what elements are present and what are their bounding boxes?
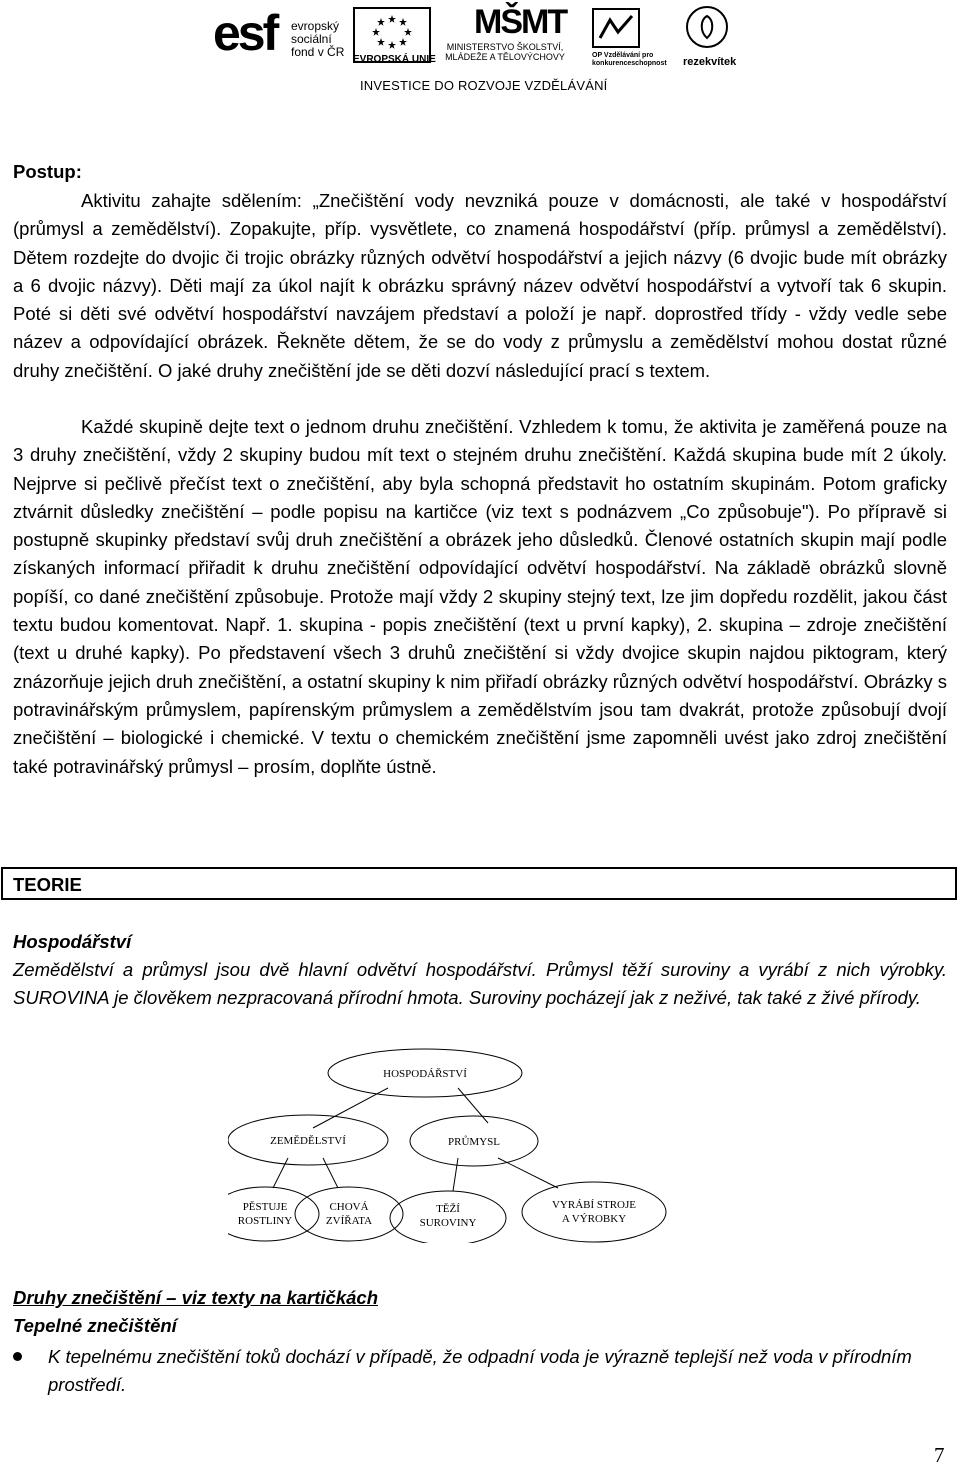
diagram-node-leaf1 (228, 1187, 319, 1241)
bullet-icon (13, 1352, 22, 1361)
teorie-section-box (1, 867, 957, 900)
hospodarstvi-heading: Hospodářství (13, 931, 132, 952)
op-logo-text: OP Vzdělávání pro konkurenceschopnost (592, 52, 667, 67)
diagram-leaf4-line2: A VÝROBKY (561, 1213, 627, 1225)
tepelne-znecisteni-heading: Tepelné znečištění (13, 1315, 177, 1336)
connector-right-leaf3 (453, 1158, 458, 1191)
esf-logo: esf (213, 5, 277, 61)
hospodarstvi-paragraph: Zemědělství a průmysl jsou dvě hlavní odvětví hospodářství. Průmysl těží suroviny a vyrábí z nich výrobky. SUROVINA je člověkem nezpracovaná přírodní hmota. Suroviny pocházejí jak z neživé, tak také z živé přírody. (13, 959, 947, 1009)
postup-paragraph-2: Každé skupině dejte text o jednom druhu znečištění. Vzhledem k tomu, že aktivita je zaměřená pouze na 3 druhy znečištění, vždy 2 skupiny budou mít text o stejném druhu znečištění. Každá skupina bude mít 2 úkoly. Nejprve si pečlivě přečíst text o znečištění, aby byla schopná představit ho ostatním skupinám. Potom graficky ztvárnit důsledky znečištění – podle popisu na kartičce (viz text s podnázvem „Co způsobuje"). Po přípravě si postupně skupinky představí svůj druh znečištění a obrázek jeho důsledků. Členové ostatních skupin mají podle získaných informací přiřadit k druhu znečištění odpovídající odvětví hospodářství. Na základě obrázků slovně popíší, co dané znečištění způsobuje. Protože mají vždy 2 skupiny stejný text, lze jim dopředu rozdělit, jakou část textu budou komentovat. Např. 1. skupina - popis znečištění (text u první kapky), 2. skupina – zdroje znečištění (text u druhé kapky). Po představení všech 3 druhů znečištění si vždy dvojice skupin najdou piktogram, který znázorňuje jejich druh znečištění, a ostatní skupiny k nim přiřadí obrázky různých odvětví hospodářství. Obrázky s potravinářským průmyslem, papírenským průmyslem a zemědělstvím jsou tam dvakrát, protože způsobují dvojí znečištění – biologické i chemické. V textu o chemickém znečištění jsme zapomněli uvést jako zdroj znečištění také potravinářský průmysl – prosím, doplňte ústně. (13, 416, 947, 777)
eu-logo-text: EVROPSKÁ UNIE (353, 54, 436, 65)
diagram-leaf3-line1: TĚŽÍ (436, 1203, 460, 1215)
esf-logo-text: evropský sociální fond v ČR (291, 19, 345, 59)
msmt-logo: MŠMT (474, 3, 567, 41)
diagram-leaf2-line2: ZVÍŘATA (325, 1215, 373, 1227)
diagram-leaf4-line1: VYRÁBÍ STROJE (551, 1199, 637, 1211)
teorie-heading: TEORIE (13, 874, 82, 895)
rezekvitek-logo-text: rezekvítek (683, 56, 737, 68)
msmt-logo-text: MINISTERSTVO ŠKOLSTVÍ, MLÁDEŽE A TĚLOVÝCHOVY (445, 42, 565, 62)
diagram-left-label: ZEMĚDĚLSTVÍ (270, 1135, 346, 1147)
diagram-leaf3-line2: SUROVINY (419, 1217, 477, 1229)
tepelne-znecisteni-bullet: K tepelnému znečištění toků dochází v případě, že odpadní voda je výrazně teplejší než voda v přírodním prostředí. (48, 1346, 912, 1396)
connector-root-right (458, 1088, 488, 1123)
postup-paragraph-1: Aktivitu zahajte sdělením: „Znečištění vody nevzniká pouze v domácnosti, ale také v hospodářství (průmysl a zemědělství). Zopakujte, příp. vysvětlete, co znamená hospodářství (příp. průmysl a zemědělství). Dětem rozdejte do dvojic či trojic obrázky různých odvětví hospodářství a jejich názvy (6 dvojic bude mít obrázky a 6 dvojic názvy). Děti mají za úkol najít k obrázku správný název odvětví hospodářství a vytvoří tak 6 skupin. Poté si děti své odvětví hospodářství navzájem představí a položí je např. doprostřed třídy - vždy vedle sebe název a odpovídající obrázek. Řekněte dětem, že se do vody z průmyslu a zemědělství mohou dostat různé druhy znečištění. O jaké druhy znečištění jde se děti dozví následující prací s textem. (13, 190, 947, 381)
header-logos (0, 0, 960, 100)
rezekvitek-logo-icon (686, 6, 728, 48)
page-number: 7 (934, 1443, 945, 1467)
hospodarstvi-diagram (228, 1048, 668, 1243)
postup-heading: Postup: (13, 161, 82, 182)
diagram-node-leaf4 (522, 1182, 666, 1242)
diagram-leaf1-line1: PĚSTUJE (242, 1201, 288, 1213)
druhy-znecisteni-heading: Druhy znečištění – viz texty na kartičkách (13, 1287, 379, 1308)
diagram-node-leaf2 (295, 1187, 403, 1241)
diagram-leaf1-line2: ROSTLINY (237, 1215, 293, 1227)
diagram-leaf2-line1: CHOVÁ (329, 1201, 369, 1213)
investice-tagline: INVESTICE DO ROZVOJE VZDĚLÁVÁNÍ (360, 78, 608, 93)
op-logo-icon (592, 8, 640, 48)
connector-left-leaf2 (323, 1158, 338, 1188)
diagram-right-label: PRŮMYSL (448, 1136, 500, 1148)
diagram-root-label: HOSPODÁŘSTVÍ (383, 1068, 467, 1080)
